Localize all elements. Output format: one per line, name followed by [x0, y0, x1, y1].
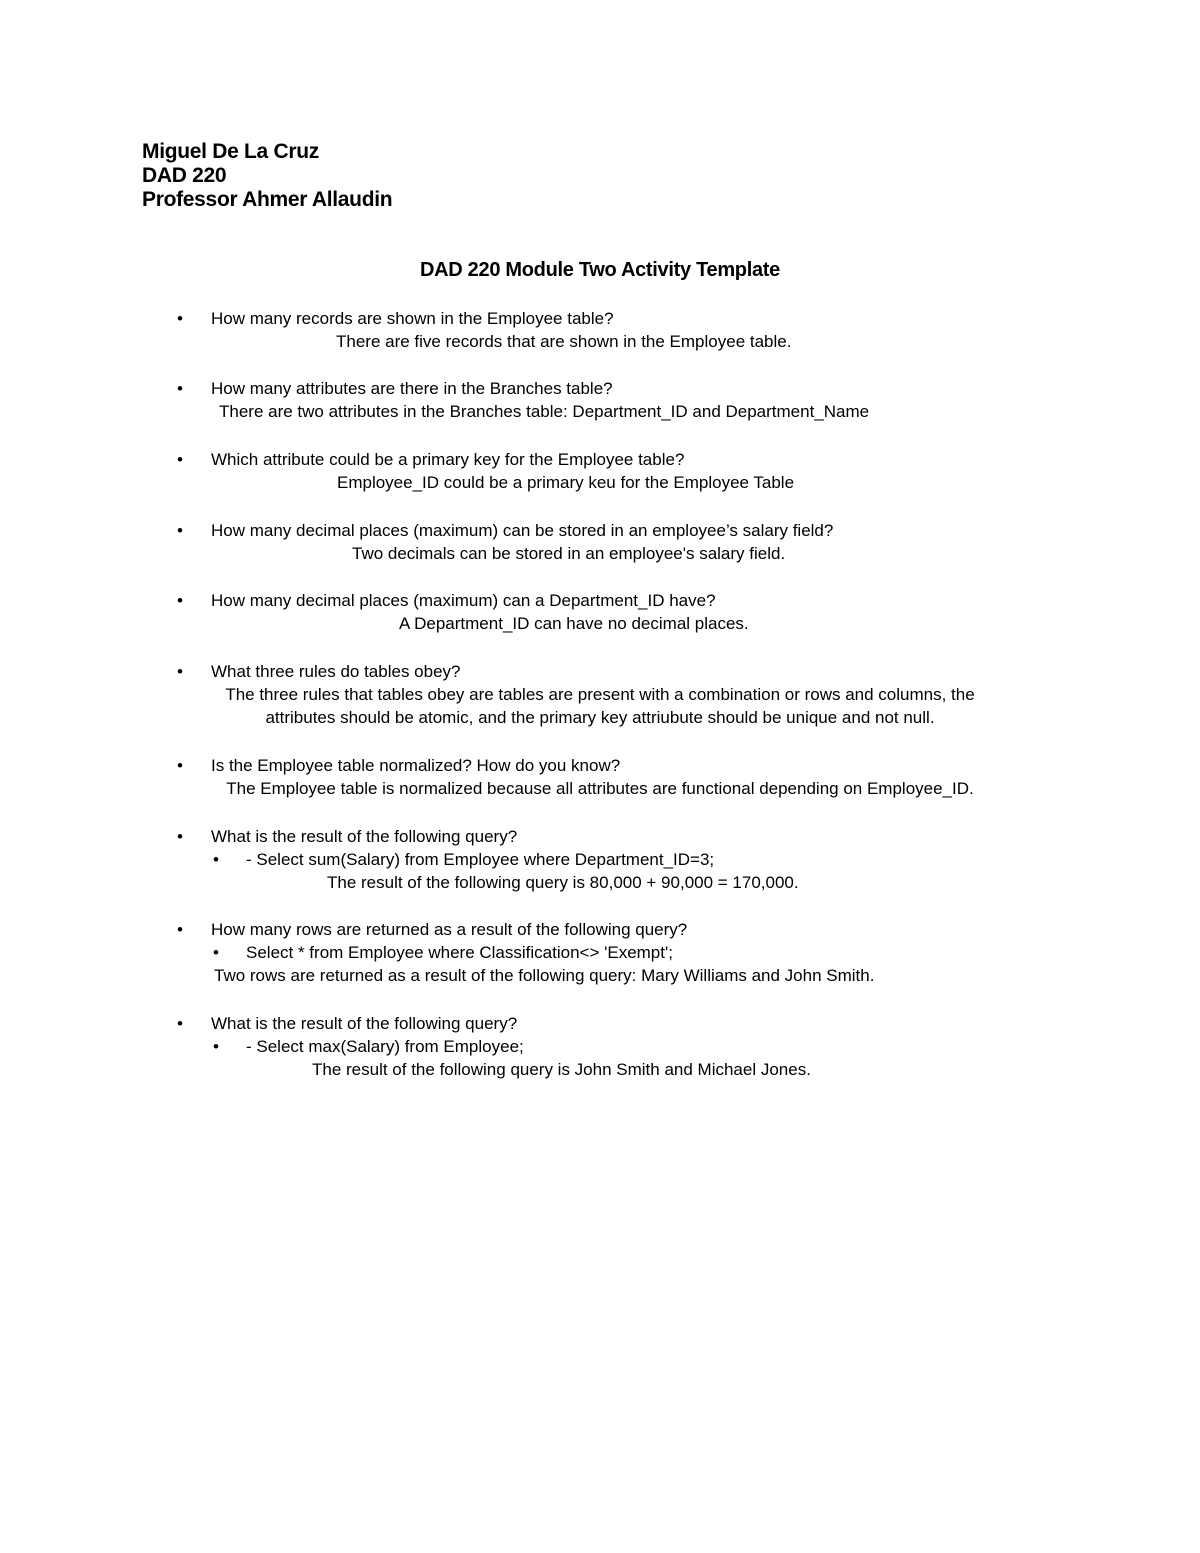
bullet-icon: • — [177, 756, 183, 775]
qa-item-3 — [0, 448, 1200, 494]
answer-text: Two rows are returned as a result of the following query: Mary Williams and John Smith. — [214, 966, 875, 985]
bullet-icon: • — [177, 591, 183, 610]
question-text: What is the result of the following query? — [211, 827, 518, 846]
document-title: DAD 220 Module Two Activity Template — [419, 259, 780, 281]
answer-text: The result of the following query is 80,000 + 90,000 = 170,000. — [327, 873, 799, 892]
bullet-icon: • — [177, 662, 183, 681]
question-text: Is the Employee table normalized? How do you know? — [211, 756, 621, 775]
bullet-icon: • — [177, 1014, 183, 1033]
bullet-icon: • — [213, 1037, 219, 1056]
answer-text-line-1: The three rules that tables obey are tables are present with a combination or rows and columns, the — [225, 685, 975, 704]
bullet-icon: • — [177, 521, 183, 540]
student-header — [142, 140, 392, 212]
query-text: Select * from Employee where Classification<> 'Exempt'; — [246, 943, 673, 962]
qa-item-10 — [0, 1012, 1200, 1081]
qa-item-2 — [0, 377, 1200, 423]
question-text: How many rows are returned as a result of the following query? — [211, 920, 688, 939]
qa-item-6 — [0, 660, 1200, 729]
bullet-icon: • — [177, 379, 183, 398]
question-text: How many decimal places (maximum) can a Department_ID have? — [211, 591, 716, 610]
bullet-icon: • — [177, 827, 183, 846]
professor-name: Professor Ahmer Allaudin — [142, 188, 393, 211]
course-code: DAD 220 — [142, 164, 227, 187]
question-text: What three rules do tables obey? — [211, 662, 461, 681]
student-name: Miguel De La Cruz — [142, 140, 319, 163]
bullet-icon: • — [213, 850, 219, 869]
question-text: How many records are shown in the Employee table? — [211, 309, 614, 328]
qa-item-8 — [0, 825, 1200, 894]
bullet-icon: • — [177, 450, 183, 469]
qa-item-7 — [0, 754, 1200, 800]
qa-item-9 — [0, 918, 1200, 987]
question-text: What is the result of the following query? — [211, 1014, 518, 1033]
answer-text: There are two attributes in the Branches table: Department_ID and Department_Name — [219, 402, 870, 421]
qa-item-1 — [0, 307, 1200, 353]
answer-text: A Department_ID can have no decimal places. — [399, 614, 749, 633]
question-text: How many decimal places (maximum) can be stored in an employee’s salary field? — [211, 521, 834, 540]
question-text: Which attribute could be a primary key for the Employee table? — [211, 450, 685, 469]
qa-item-4 — [0, 519, 1200, 565]
qa-item-5 — [0, 589, 1200, 635]
query-text: - Select max(Salary) from Employee; — [246, 1037, 524, 1056]
question-text: How many attributes are there in the Branches table? — [211, 379, 613, 398]
answer-text: The result of the following query is John Smith and Michael Jones. — [312, 1060, 811, 1079]
answer-text: Employee_ID could be a primary keu for the Employee Table — [337, 473, 795, 492]
answer-text-line-2: attributes should be atomic, and the primary key attriubute should be unique and not null. — [265, 708, 935, 727]
answer-text: The Employee table is normalized because all attributes are functional depending on Employee_ID. — [226, 779, 974, 798]
bullet-icon: • — [177, 309, 183, 328]
bullet-icon: • — [213, 943, 219, 962]
bullet-icon: • — [177, 920, 183, 939]
answer-text: There are five records that are shown in the Employee table. — [336, 332, 792, 351]
answer-text: Two decimals can be stored in an employee's salary field. — [352, 544, 786, 563]
query-text: - Select sum(Salary) from Employee where Department_ID=3; — [246, 850, 715, 869]
